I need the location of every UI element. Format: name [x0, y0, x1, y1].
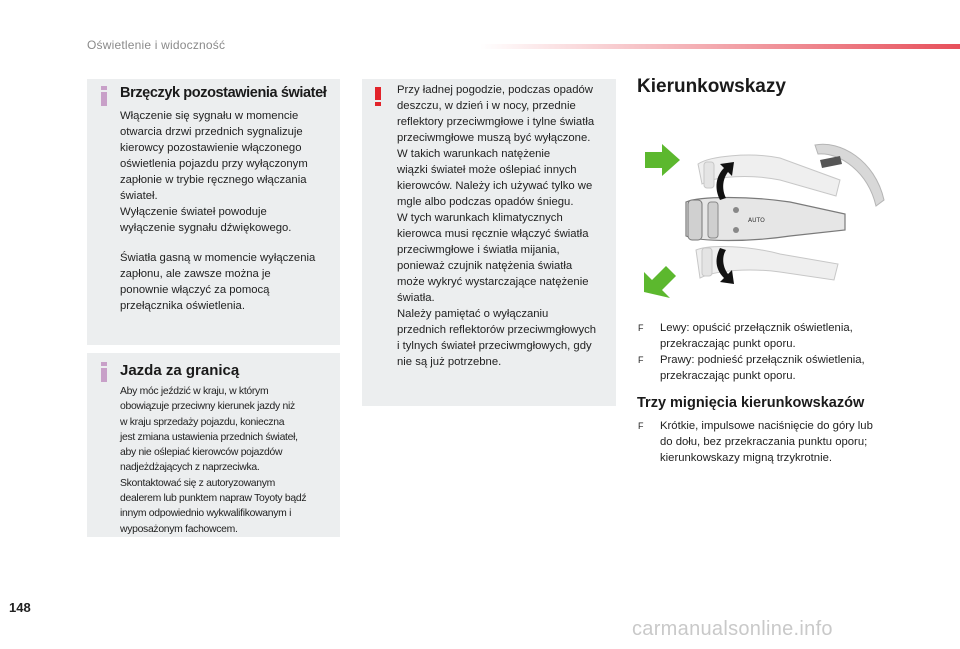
three-flash-text: Krótkie, impulsowe naciśnięcie do góry lub do dołu, bez przekraczania punktu oporu; kierunkowskazy migną trzykrotnie. [660, 420, 873, 464]
bullet-icon: F [638, 355, 644, 365]
indicator-left-text: Lewy: opuścić przełącznik oświetlenia, przekraczając punkt oporu. [660, 322, 853, 350]
indicator-stalk-illustration [640, 140, 885, 300]
indicator-right-text: Prawy: podnieść przełącznik oświetlenia, przekraczając punkt oporu. [660, 354, 865, 382]
three-flash-title: Trzy mignięcia kierunkowskazów [637, 395, 865, 411]
page-number: 148 [9, 600, 31, 615]
lights-buzzer-text: Włączenie się sygnału w momencie otwarcia drzwi przednich sygnalizuje kierowcy pozostawienie włączonego oświetlenia pojazdu przy wyłączonym zapłonie w trybie ręcznego włączania świateł. Wyłączenie świateł powoduje wyłączenie sygnału dźwiękowego. [120, 110, 308, 234]
driving-abroad-text: Aby móc jeździć w kraju, w którym obowiązuje przeciwny kierunek jazdy niż w kraju sprzedaży pojazdu, konieczna jest zmiana ustawienia przednich świateł, aby nie oślepiać kierowców pojazdów nadjeżdżających z naprzeciwka. Skontaktować się z autoryzowanym dealerem lub punktem napraw Toyoty bądź innym odpowiednio wykwalifikowanym i wyposażonym fachowcem. [120, 386, 307, 535]
page-header-title: Oświetlenie i widoczność [87, 38, 226, 52]
list-item [638, 320, 898, 352]
lights-buzzer-box [87, 79, 340, 345]
indicators-title: Kierunkowskazy [637, 76, 786, 97]
right-turn-arrow-icon [645, 144, 680, 176]
driving-abroad-box [87, 353, 340, 537]
left-turn-arrow-icon [644, 266, 676, 298]
bullet-icon: F [638, 421, 644, 431]
driving-abroad-title: Jazda za granicą [120, 362, 240, 379]
warning-icon [375, 87, 381, 106]
fog-lights-warning-box [362, 79, 616, 406]
three-flash-list [638, 418, 908, 466]
stalk-auto-label: AUTO [748, 217, 765, 224]
list-item [638, 352, 898, 384]
lights-off-text: Światła gasną w momencie wyłączenia zapłonu, ale zawsze można je ponownie włączyć za pomocą przełącznika oświetlenia. [120, 252, 316, 312]
lights-buzzer-title: Brzęczyk pozostawienia świateł [120, 85, 327, 101]
info-icon [101, 362, 107, 382]
fog-lights-warning-text: Przy ładnej pogodzie, podczas opadów deszczu, w dzień i w nocy, przednie reflektory przeciwmgłowe i tylne światła przeciwmgłowe muszą być wyłączone. W takich warunkach natężenie wiązki świateł może oślepiać innych kierowców. Należy ich używać tylko we mgle albo podczas opadów śniegu. W tych warunkach klimatycznych kierowca musi ręcznie włączyć światła przeciwmgłowe i światła mijania, ponieważ czujnik natężenia światła może wykryć wystarczające natężenie światła. Należy pamiętać o wyłączaniu przednich reflektorów przeciwmgłowych i tylnych świateł przeciwmgłowych, gdy nie są już potrzebne. [397, 84, 597, 368]
indicators-list [638, 320, 898, 384]
watermark: carmanualsonline.info [632, 618, 833, 640]
header-accent-bar [480, 44, 960, 49]
info-icon [101, 86, 107, 106]
bullet-icon: F [638, 323, 644, 333]
list-item [638, 418, 908, 466]
